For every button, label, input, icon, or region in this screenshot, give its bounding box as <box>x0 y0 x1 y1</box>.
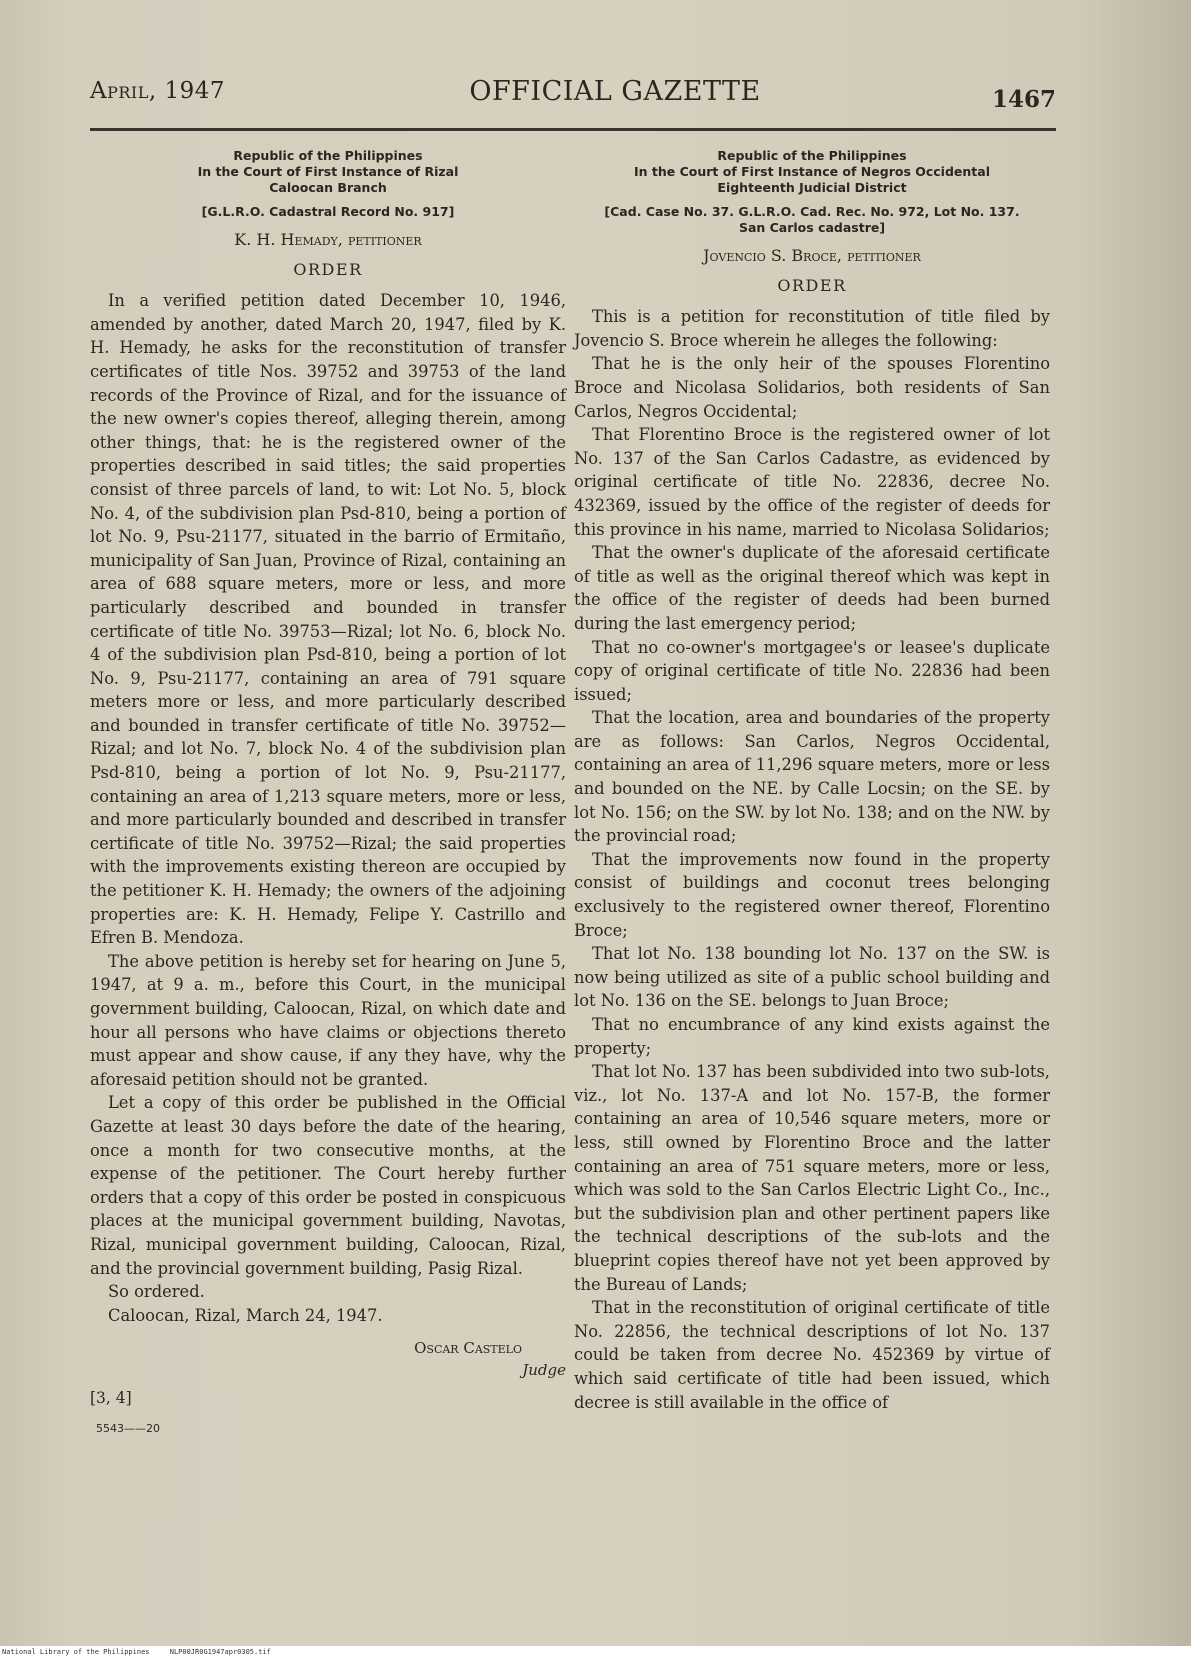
petitioner-line: Jovencio S. Broce, petitioner <box>703 246 921 265</box>
court-line: Republic of the Philippines <box>717 148 907 163</box>
order-paragraph: So ordered. <box>108 1282 205 1302</box>
order-paragraph: In a verified petition dated December 10, 1946, amended by another, dated March 20, 1947, filed by K. H. Hemady, he asks for the reconstitution of transfer certificates of title Nos. 39752 and 39753 of the land records of the Province of Rizal, and for the issuance of the new owner's copies thereof, alleging therein, among other things, that: he is the registered owner of the properties described in said titles; the said properties consist of three parcels of land, to wit: Lot No. 5, block No. 4, of the subdivision plan Psd-810, being a portion of lot No. 9, Psu-21177, situated in the barrio of Ermitaño, municipality of San Juan, Province of Rizal, containing an area of 688 square meters, more or less, and more particularly described and bounded in transfer certificate of title No. 39753—Rizal; lot No. 6, block No. 4 of the subdivision plan Psd-810, being a portion of lot No. 9, Psu-21177, containing an area of 791 square meters more or less, and more particularly described and bounded in transfer certificate of title No. 39752—Rizal; and lot No. 7, block No. 4 of the subdivision plan Psd-810, being a portion of lot No. 9, Psu-21177, containing an area of 1,213 square meters, more or less, and more particularly bounded and described in transfer certificate of title No. 39752—Rizal; the said properties with the improvements existing thereon are occupied by the petitioner K. H. Hemady; the owners of the adjoining properties are: K. H. Hemady, Felipe Y. Castrillo and Efren B. Mendoza. <box>90 291 566 948</box>
order-date-line: Caloocan, Rizal, March 24, 1947. <box>108 1305 383 1325</box>
case-reference-line: San Carlos cadastre] <box>738 220 886 235</box>
judge-title: Judge <box>522 1360 566 1379</box>
court-line: In the Court of First Instance of Rizal <box>197 164 459 179</box>
page-header <box>90 78 1056 122</box>
order-title: ORDER <box>777 275 847 295</box>
court-line: Republic of the Philippines <box>233 148 423 163</box>
header-page-number: 1467 <box>991 86 1056 113</box>
order-paragraph: That Florentino Broce is the registered owner of lot No. 137 of the San Carlos Cadastre, as evidenced by original certificate of title No. 22836, decree No. 432369, issued by the office of the register of deeds for this province in his name, married to Nicolasa Solidarios; <box>574 425 1050 539</box>
order-paragraph: That he is the only heir of the spouses Florentino Broce and Nicolasa Solidarios, both residents of San Carlos, Negros Occidental; <box>574 354 1050 421</box>
order-paragraph: That the location, area and boundaries of the property are as follows: San Carlos, Negros Occidental, containing an area of 11,296 square meters, more or less and bounded on the NE. by Calle Locsin; on the SE. by lot No. 156; on the SW. by lot No. 138; and on the NW. by the provincial road; <box>574 708 1050 846</box>
order-paragraph: That no co-owner's mortgagee's or leasee's duplicate copy of original certificate of title No. 22836 had been issued; <box>574 637 1050 704</box>
case-reference <box>574 204 1050 236</box>
scan-metadata-strip <box>0 1646 1191 1658</box>
order-paragraph: That lot No. 137 has been subdivided into two sub-lots, viz., lot No. 137-A and lot No. 157-B, the former containing an area of 10,546 square meters, more or less, still owned by Florentino Broce and the latter containing an area of 751 square meters, more or less, which was sold to the San Carlos Electric Light Co., Inc., but the subdivision plan and other pertinent papers like the technical descriptions of the sub-lots and the blueprint copies thereof have not yet been approved by the Bureau of Lands; <box>574 1062 1050 1294</box>
scan-library: National Library of the Philippines <box>2 1648 150 1656</box>
case-reference-line: [Cad. Case No. 37. G.L.R.O. Cad. Rec. No. 972, Lot No. 137. <box>604 204 1020 219</box>
court-line: Eighteenth Judicial District <box>717 180 907 195</box>
order-paragraph: That the owner's duplicate of the aforesaid certificate of title as well as the original thereof which was kept in the office of the register of deeds had been burned during the last emergency period; <box>574 543 1050 633</box>
order-paragraph: The above petition is hereby set for hearing on June 5, 1947, at 9 a. m., before this Court, in the municipal government building, Caloocan, Rizal, on which date and hour all persons who have claims or objections thereto must appear and show cause, if any they have, why the aforesaid petition should not be granted. <box>90 951 566 1089</box>
order-paragraph: This is a petition for reconstitution of title filed by Jovencio S. Broce wherein he alleges the following: <box>574 307 1050 350</box>
right-notice <box>574 148 1050 1414</box>
petitioner-line: K. H. Hemady, petitioner <box>234 230 422 249</box>
court-heading <box>90 148 566 196</box>
print-code: 5543——20 <box>96 1421 160 1435</box>
scan-file: NLP00JR0G1947apr0305.tif <box>169 1648 271 1656</box>
left-notice <box>90 148 566 1440</box>
header-date: April, 1947 <box>90 78 226 104</box>
order-paragraph: That the improvements now found in the property consist of buildings and coconut trees belonging exclusively to the registered owner thereof, Florentino Broce; <box>574 849 1050 940</box>
header-rule <box>90 128 1056 131</box>
judge-name: Oscar Castelo <box>414 1339 522 1358</box>
header-publication: OFFICIAL GAZETTE <box>469 76 761 107</box>
order-title: ORDER <box>293 259 363 279</box>
court-line: Caloocan Branch <box>269 180 387 195</box>
order-paragraph: That no encumbrance of any kind exists against the property; <box>574 1015 1050 1058</box>
order-paragraph: That in the reconstitution of original certificate of title No. 22856, the technical descriptions of lot No. 137 could be taken from decree No. 452369 by virtue of which said certificate of title had been issued, which decree is still available in the office of <box>574 1298 1050 1412</box>
court-line: In the Court of First Instance of Negros Occidental <box>634 164 990 179</box>
order-paragraph: Let a copy of this order be published in the Official Gazette at least 30 days before the date of the hearing, once a month for two consecutive months, at the expense of the petitioner. The Court hereby further orders that a copy of this order be posted in conspicuous places at the municipal government building, Navotas, Rizal, municipal government building, Caloocan, Rizal, and the provincial government building, Pasig Rizal. <box>90 1093 566 1278</box>
court-heading <box>574 148 1050 196</box>
case-reference: [G.L.R.O. Cadastral Record No. 917] <box>201 204 455 219</box>
issue-reference: [3, 4] <box>90 1388 132 1407</box>
order-paragraph: That lot No. 138 bounding lot No. 137 on the SW. is now being utilized as site of a public school building and lot No. 136 on the SE. belongs to Juan Broce; <box>574 944 1050 1011</box>
